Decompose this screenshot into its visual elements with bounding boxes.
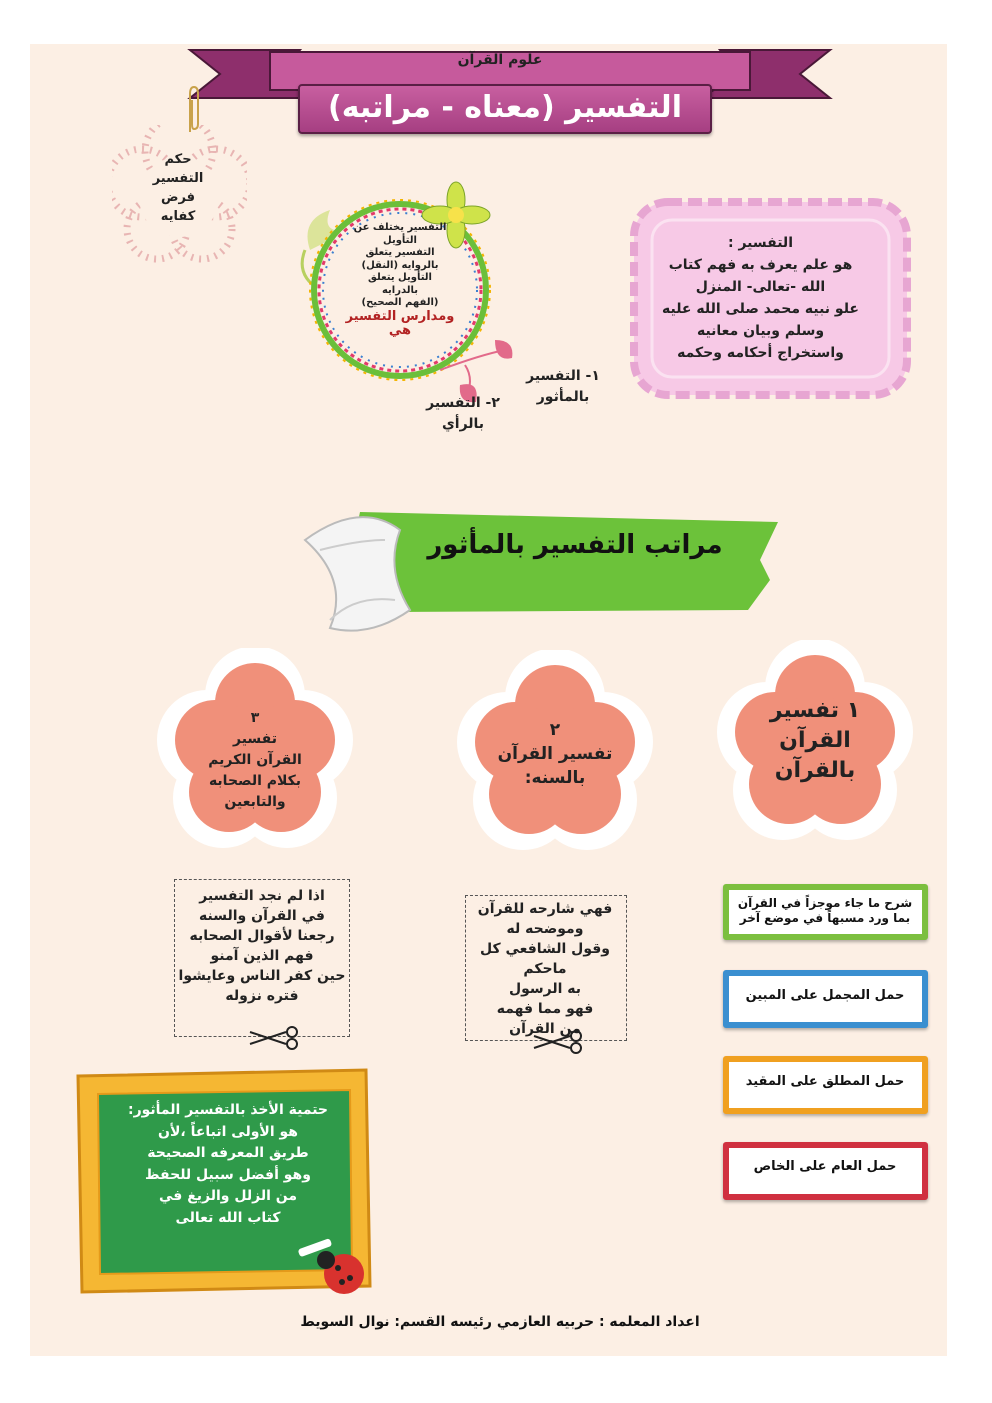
- chalkboard-line: هو الأولى اتباعاً ،لأن: [158, 1123, 298, 1140]
- school-second: [408, 393, 518, 435]
- quran-type-text-1: شرح ما جاء موجزاً في القرآن بما ورد مسبهاً في موضع آخر: [737, 896, 913, 925]
- level-3-line: بكلام الصحابه: [208, 773, 302, 789]
- levels-banner-title: مراتب التفسير بالمأثور: [427, 530, 723, 560]
- school-first: [508, 366, 618, 408]
- schools-heading: ومدارس التفسير: [345, 308, 455, 324]
- quran-type-text-4: حمل العام على الخاص: [753, 1159, 897, 1174]
- definition-line: وسلم وبيان معانيه: [696, 323, 825, 339]
- note-line: في القرآن والسنه: [199, 908, 325, 924]
- quran-type-text-2: حمل المجمل على المبين: [745, 988, 905, 1003]
- circle-line: بالروايه (النقل): [361, 259, 439, 271]
- circle-line: بالدرايه: [381, 284, 419, 296]
- note-line: رجعنا لأقوال الصحابه: [189, 928, 335, 944]
- schools-heading-2: هي: [388, 322, 412, 338]
- chalkboard-line: حتمية الأخذ بالتفسير المأثور:: [127, 1102, 329, 1118]
- ruling-line: التفسير: [152, 171, 204, 186]
- quran-type-text-3: حمل المطلق على المقيد: [745, 1074, 905, 1089]
- footer-credit: اعداد المعلمه : حربيه العازمي رئيسه القسم: نوال السويط: [300, 1314, 700, 1330]
- circle-line: التفسير يختلف عن: [353, 222, 447, 233]
- definition-text: [648, 232, 873, 364]
- level-3-line: القرآن الكريم: [208, 752, 302, 768]
- level-2-line: بالسنه:: [524, 768, 586, 788]
- note-companions-text: [174, 886, 350, 1006]
- definition-line: هو علم يعرف به فهم كتاب: [668, 257, 853, 273]
- scissors-icon: [530, 1028, 586, 1056]
- circle-line: (الفهم الصحيح): [361, 297, 439, 308]
- circle-line: التأويل يتعلق: [368, 272, 432, 283]
- school-first-line: بالمأثور: [536, 389, 590, 405]
- school-first-line: ١- التفسير: [526, 368, 600, 384]
- definition-line: علو نبيه محمد صلى الله عليه: [662, 301, 859, 317]
- chalkboard-text: [110, 1100, 346, 1229]
- level-3-line: والتابعين: [224, 794, 286, 810]
- ruling-line: فرض: [160, 190, 196, 205]
- level-2-line: تفسير القرآن: [497, 744, 613, 764]
- chalkboard-line: من الزلل والزيغ في: [158, 1188, 298, 1204]
- note-line: فهي شارحه للقرآن: [477, 901, 613, 917]
- circle-text: [345, 222, 455, 338]
- level-1-line: ١ تفسير: [769, 698, 861, 723]
- school-second-line: ٢- التفسير: [426, 395, 500, 411]
- ruling-line: كفايه: [160, 209, 196, 224]
- note-line: وقول الشافعي كل ماحكم: [480, 941, 610, 977]
- note-line: فتره نزوله: [225, 988, 299, 1004]
- scissors-icon: [246, 1024, 302, 1052]
- level-3-line: ٣: [250, 710, 260, 726]
- circle-line: التفسير يتعلق: [365, 247, 435, 258]
- school-second-line: بالرأي: [441, 416, 485, 432]
- definition-heading: التفسير :: [728, 235, 793, 251]
- note-line: وموضحه له: [506, 921, 584, 937]
- level-3-text: [185, 708, 325, 813]
- note-line: فهم الذين آمنو: [210, 948, 314, 964]
- chalkboard-line: وهو أفضل سبيل للحفظ: [145, 1166, 311, 1183]
- note-line: من القرآن: [509, 1021, 581, 1037]
- level-1-line: بالقرآن: [774, 758, 856, 783]
- chalkboard-line: طريق المعرفه الصحيحة: [147, 1145, 309, 1161]
- level-2-text: [480, 718, 630, 790]
- level-2-line: ٢: [549, 720, 561, 740]
- chalkboard-line: كتاب الله تعالى: [175, 1209, 281, 1226]
- definition-line: واستخراج أحكامه وحكمه: [677, 345, 844, 361]
- level-1-line: القرآن: [779, 728, 851, 753]
- level-1-text: [755, 696, 875, 786]
- note-line: حين كفر الناس وعايشوا: [178, 968, 346, 984]
- ruling-text: [150, 150, 206, 226]
- ruling-line: حكم: [164, 152, 192, 167]
- note-sunnah-text: [462, 899, 628, 1039]
- circle-line: التأويل: [383, 234, 417, 246]
- note-line: اذا لم نجد التفسير: [199, 888, 325, 904]
- level-3-line: تفسير: [232, 731, 277, 747]
- definition-line: الله -تعالى- المنزل: [695, 279, 826, 295]
- page-title: التفسير (معناه - مراتبه): [298, 84, 712, 134]
- note-line: فهو مما فهمه: [496, 1001, 594, 1017]
- page-subtitle: علوم القرآن: [457, 52, 543, 68]
- note-line: به الرسول: [508, 981, 582, 997]
